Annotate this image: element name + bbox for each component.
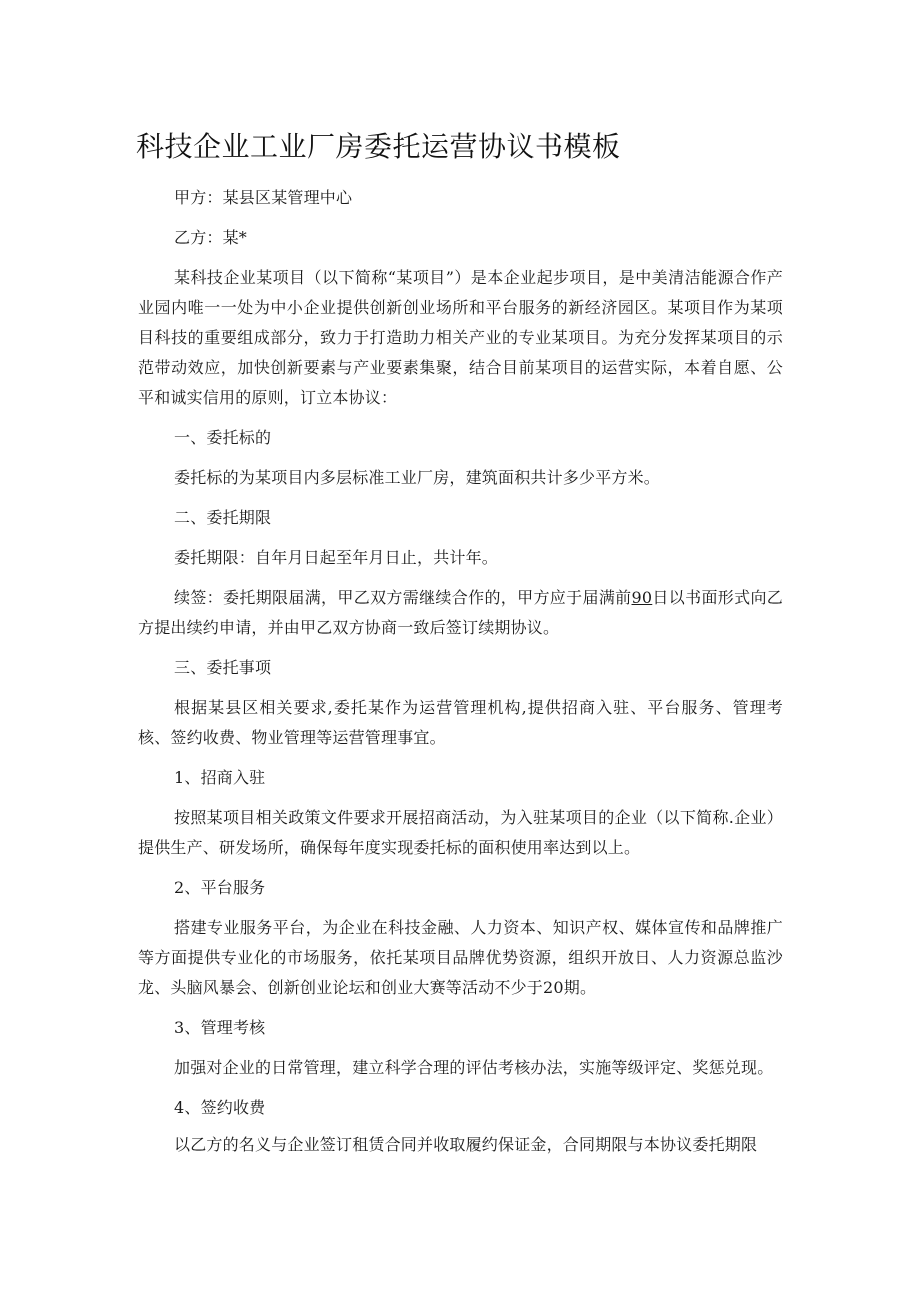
item-4-text: 以乙方的名义与企业签订租赁合同并收取履约保证金，合同期限与本协议委托期限 — [174, 1135, 758, 1154]
intro-paragraph: 某科技企业某项目（以下简称“某项目”）是本企业起步项目，是中美清洁能源合作产业园内唯一一处为中小企业提供创新创业场所和平台服务的新经济园区。某项目作为某项目科技的重要组成部分，致力于打造助力相关产业的专业某项目。为充分发挥某项目的示范带动效应，加快创新要素与产业要素集聚，结合目前某项目的运营实际，本着自愿、公平和诚实信用的原则，订立本协议： — [138, 268, 783, 407]
renewal-days: 90 — [631, 588, 653, 607]
section-3-text: 根据某县区相关要求,委托某作为运营管理机构,提供招商入驻、平台服务、管理考核、签约收费、物业管理等运营管理事宜。 — [138, 698, 783, 747]
section-1-heading: 一、委托标的 — [174, 428, 272, 447]
party-a-line: 甲方：某县区某管理中心 — [174, 188, 353, 207]
section-2-text: 委托期限：自年月日起至年月日止，共计年。 — [174, 548, 499, 567]
item-3-heading: 3、管理考核 — [174, 1018, 266, 1037]
renewal-paragraph — [138, 583, 783, 643]
party-b-line: 乙方：某* — [174, 228, 248, 247]
item-2-heading: 2、平台服务 — [174, 878, 266, 897]
item-4-heading: 4、签约收费 — [174, 1098, 266, 1117]
section-3-heading: 三、委托事项 — [174, 658, 272, 677]
renewal-text-after: 日以书面形式向乙方提出续约申请，并由甲乙双方协商一致后签订续期协议。 — [138, 588, 783, 637]
document-body — [138, 183, 783, 1170]
renewal-text-before: 续签：委托期限届满，甲乙双方需继续合作的，甲方应于届满前 — [174, 588, 632, 607]
item-2-text: 搭建专业服务平台，为企业在科技金融、人力资本、知识产权、媒体宣传和品牌推广等方面提供专业化的市场服务，依托某项目品牌优势资源，组织开放日、人力资源总监沙龙、头脑风暴会、创新创业论坛和创业大赛等活动不少于20期。 — [138, 918, 783, 997]
item-3-text: 加强对企业的日常管理，建立科学合理的评估考核办法，实施等级评定、奖惩兑现。 — [174, 1058, 774, 1077]
item-1-heading: 1、招商入驻 — [174, 768, 266, 787]
document-title: 科技企业工业厂房委托运营协议书模板 — [136, 130, 621, 163]
section-2-heading: 二、委托期限 — [174, 508, 272, 527]
section-1-text: 委托标的为某项目内多层标准工业厂房，建筑面积共计多少平方米。 — [174, 468, 661, 487]
item-1-text: 按照某项目相关政策文件要求开展招商活动，为入驻某项目的企业（以下简称.企业）提供生产、研发场所，确保每年度实现委托标的面积使用率达到以上。 — [138, 808, 783, 857]
